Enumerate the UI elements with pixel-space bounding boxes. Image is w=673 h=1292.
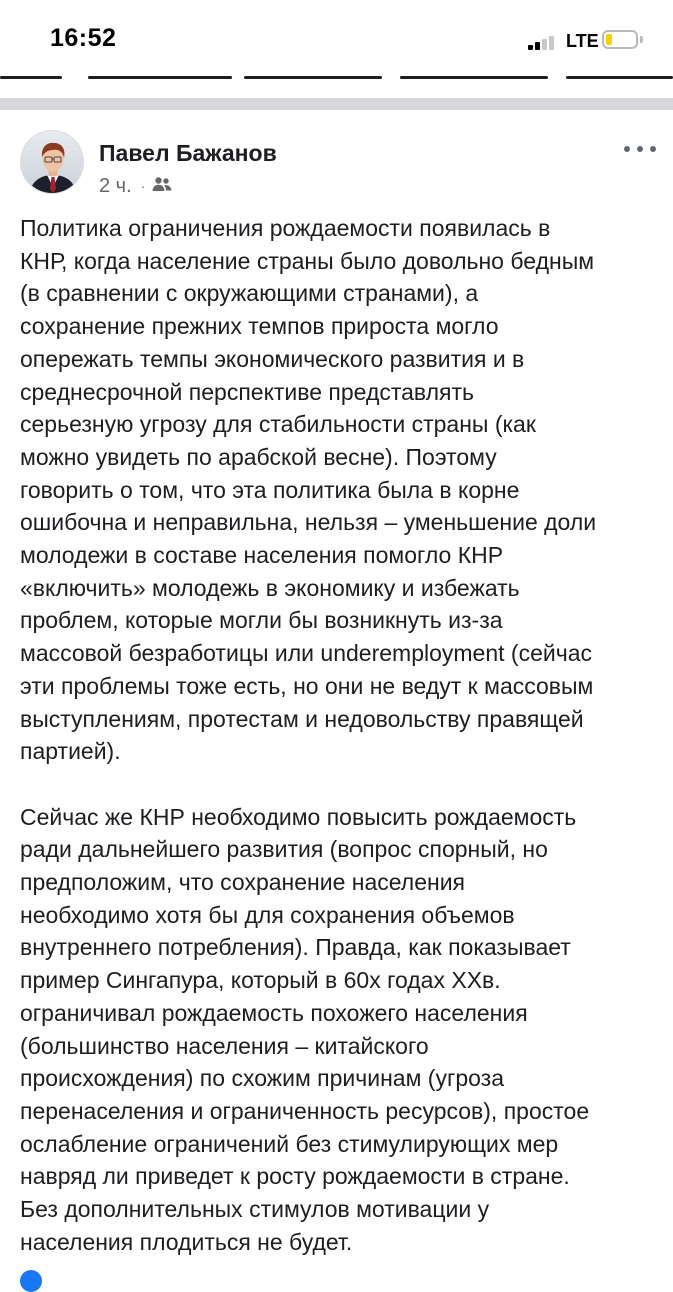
post-text-line: происхождения) по схожим причинам (угроза: [20, 1065, 504, 1092]
post-text-line: Сейчас же КНР необходимо повысить рождаемость: [20, 803, 577, 830]
post-text-line: ошибочна и неправильна, нельзя – уменьшение доли: [20, 509, 597, 536]
avatar-photo: [21, 131, 84, 194]
post-text-line: «включить» молодежь в экономику и избежать: [20, 574, 520, 601]
post-text-line: внутреннего потребления). Правда, как показывает: [20, 934, 571, 961]
post-text-line: (в сравнении с окружающими странами), а: [20, 280, 479, 307]
battery-level: [606, 34, 612, 45]
post-text-line: ограничивал рождаемость похожего населения: [20, 999, 528, 1026]
battery-tip: [640, 36, 643, 43]
post-text-line: можно увидеть по арабской весне). Поэтому: [20, 443, 497, 470]
feed-divider: [0, 98, 673, 110]
post-timestamp[interactable]: 2 ч.: [99, 174, 132, 197]
post-text-line: ради дальнейшего развития (вопрос спорный, но: [20, 836, 548, 863]
post-text-line: ослабление ограничений без стимулирующих мер: [20, 1130, 559, 1157]
post-text-line: КНР, когда население страны было довольно бедным: [20, 247, 595, 274]
status-time: 16:52: [50, 24, 117, 52]
post-text-line: (большинство населения – китайского: [20, 1032, 429, 1059]
reaction-icon: [20, 1270, 42, 1292]
paragraph-gap: [20, 768, 660, 801]
post-text-line: Политика ограничения рождаемости появилась в: [20, 215, 551, 241]
status-bar: [0, 0, 673, 80]
meta-separator: ·: [140, 178, 146, 194]
post-text-line: населения плодиться не будет.: [20, 1228, 353, 1255]
avatar[interactable]: [20, 130, 84, 194]
post-text-line: среднесрочной перспективе представлять: [20, 378, 475, 405]
post-text-line: перенаселения и ограниченность ресурсов), простое: [20, 1097, 590, 1124]
post-text-line: необходимо хотя бы для сохранения объемов: [20, 901, 515, 928]
post-text-line: пример Сингапура, который в 60х годах XXв.: [20, 967, 501, 994]
post-meta: [99, 174, 172, 198]
post-text-line: говорить о том, что эта политика была в корне: [20, 476, 520, 503]
network-type: LTE: [566, 31, 599, 51]
post-text-line: опережать темпы экономического развития и в: [20, 345, 525, 372]
more-dots-icon[interactable]: [624, 143, 656, 155]
post-text-line: эти проблемы тоже есть, но они не ведут к массовым: [20, 672, 594, 699]
post-text-line: серьезную угрозу для стабильности страны (как: [20, 411, 536, 438]
post-text-line: предположим, что сохранение населения: [20, 869, 466, 896]
post-text-line: выступлениям, протестам и недовольству правящей: [20, 705, 584, 732]
post-text-line: Без дополнительных стимулов мотивации у: [20, 1196, 490, 1223]
post-text: [20, 212, 660, 1258]
post-text-line: сохранение прежних темпов прироста могло: [20, 313, 499, 340]
post-text-line: навряд ли приведет к росту рождаемости в стране.: [20, 1163, 570, 1190]
cellular-signal-icon: [528, 34, 560, 50]
friends-icon[interactable]: [152, 175, 172, 198]
top-nav-strip: [0, 70, 673, 80]
post-author-name[interactable]: Павел Бажанов: [99, 140, 277, 166]
battery-icon: [602, 30, 638, 49]
post-text-line: молодежи в составе населения помогло КНР: [20, 542, 504, 569]
post-text-line: партией).: [20, 738, 121, 765]
post-text-line: массовой безработицы или underemployment (сейчас: [20, 640, 592, 667]
post-text-line: проблем, которые могли бы возникнуть из-за: [20, 607, 503, 634]
